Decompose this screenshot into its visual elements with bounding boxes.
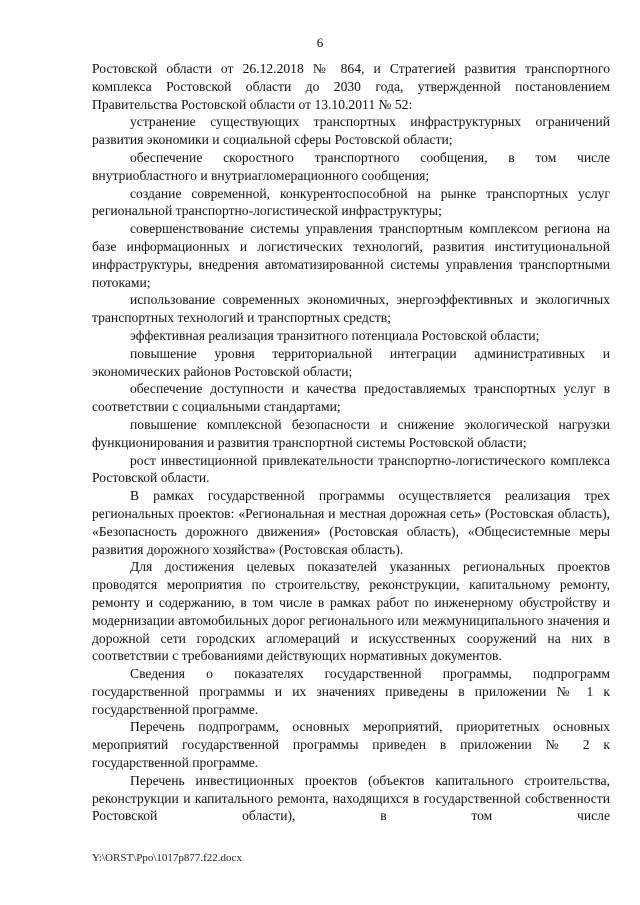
list-item-transit-potential: эффективная реализация транзитного потенциала Ростовской области;	[130, 327, 540, 343]
list-item-service-accessibility: обеспечение доступности и качества предоставляемых транспортных услуг в соответствии с социальными стандартами;	[92, 381, 610, 415]
list-item-safety-ecology: повышение комплексной безопасности и снижение экологической нагрузки функционирования и развития транспортной системы Ростовской области;	[92, 416, 610, 450]
document-body	[92, 60, 610, 825]
list-item-high-speed-transport: обеспечение скоростного транспортного сообщения, в том числе внутриобластного и внутриагломерационного сообщения;	[92, 149, 610, 183]
list-item-efficient-technologies: использование современных экономичных, энергоэффективных и экологичных транспортных технологий и транспортных средств;	[92, 292, 610, 326]
paragraph-regional-projects: В рамках государственной программы осуществляется реализация трех региональных проектов: «Региональная и местная дорожная сеть» (Ростовская область), «Безопасность дорожного движения» (Ростовская область), «Общесистемные меры развития дорожного хозяйства» (Ростовская область).	[92, 488, 610, 557]
page-number: 6	[316, 35, 324, 50]
paragraph-investment-projects: Перечень инвестиционных проектов (объектов капитального строительства, реконструкции и капитального ремонта, находящихся в государственной собственности Ростовской области), в том числе	[92, 772, 610, 824]
list-item-infrastructure-constraints: устранение существующих транспортных инфраструктурных ограничений развития экономики и социальной сферы Ростовской области;	[92, 114, 610, 148]
list-item-investment-attractiveness: рост инвестиционной привлекательности транспортно-логистического комплекса Ростовской области.	[92, 452, 610, 486]
footer-file-path: Y:\ORST\Ppo\1017p877.f22.docx	[92, 852, 242, 864]
list-item-territorial-integration: повышение уровня территориальной интеграции административных и экономических районов Ростовской области;	[92, 345, 610, 379]
list-item-logistics-infrastructure: создание современной, конкурентоспособной на рынке транспортных услуг региональной транспортно-логистической инфраструктуры;	[92, 185, 610, 219]
list-item-management-system: совершенствование системы управления транспортным комплексом региона на базе информационных и логистических технологий, развития институциональной инфраструктуры, внедрения автоматизированной системы управления транспортными потоками;	[92, 221, 610, 290]
paragraph-appendix-2: Перечень подпрограмм, основных мероприятий, приоритетных основных мероприятий государственной программы приведен в приложении № 2 к государственной программе.	[92, 719, 610, 771]
paragraph-target-indicators: Для достижения целевых показателей указанных региональных проектов проводятся мероприятия по строительству, реконструкции, капитальному ремонту, ремонту и содержанию, в том числе в рамках работ по инженерному обустройству и модернизации автомобильных дорог регионального или межмуниципального значения и дорожной сети городских агломераций и искусственных сооружений на них в соответствии с требованиями действующих нормативных документов.	[92, 559, 610, 664]
paragraph-continuation: Ростовской области от 26.12.2018 № 864, и Стратегией развития транспортного комплекса Ростовской области до 2030 года, утвержденной постановлением Правительства Ростовской области от 13.10.2011 № 52:	[92, 61, 610, 112]
paragraph-appendix-1: Сведения о показателях государственной программы, подпрограмм государственной программы и их значениях приведены в приложении № 1 к государственной программе.	[92, 666, 610, 717]
